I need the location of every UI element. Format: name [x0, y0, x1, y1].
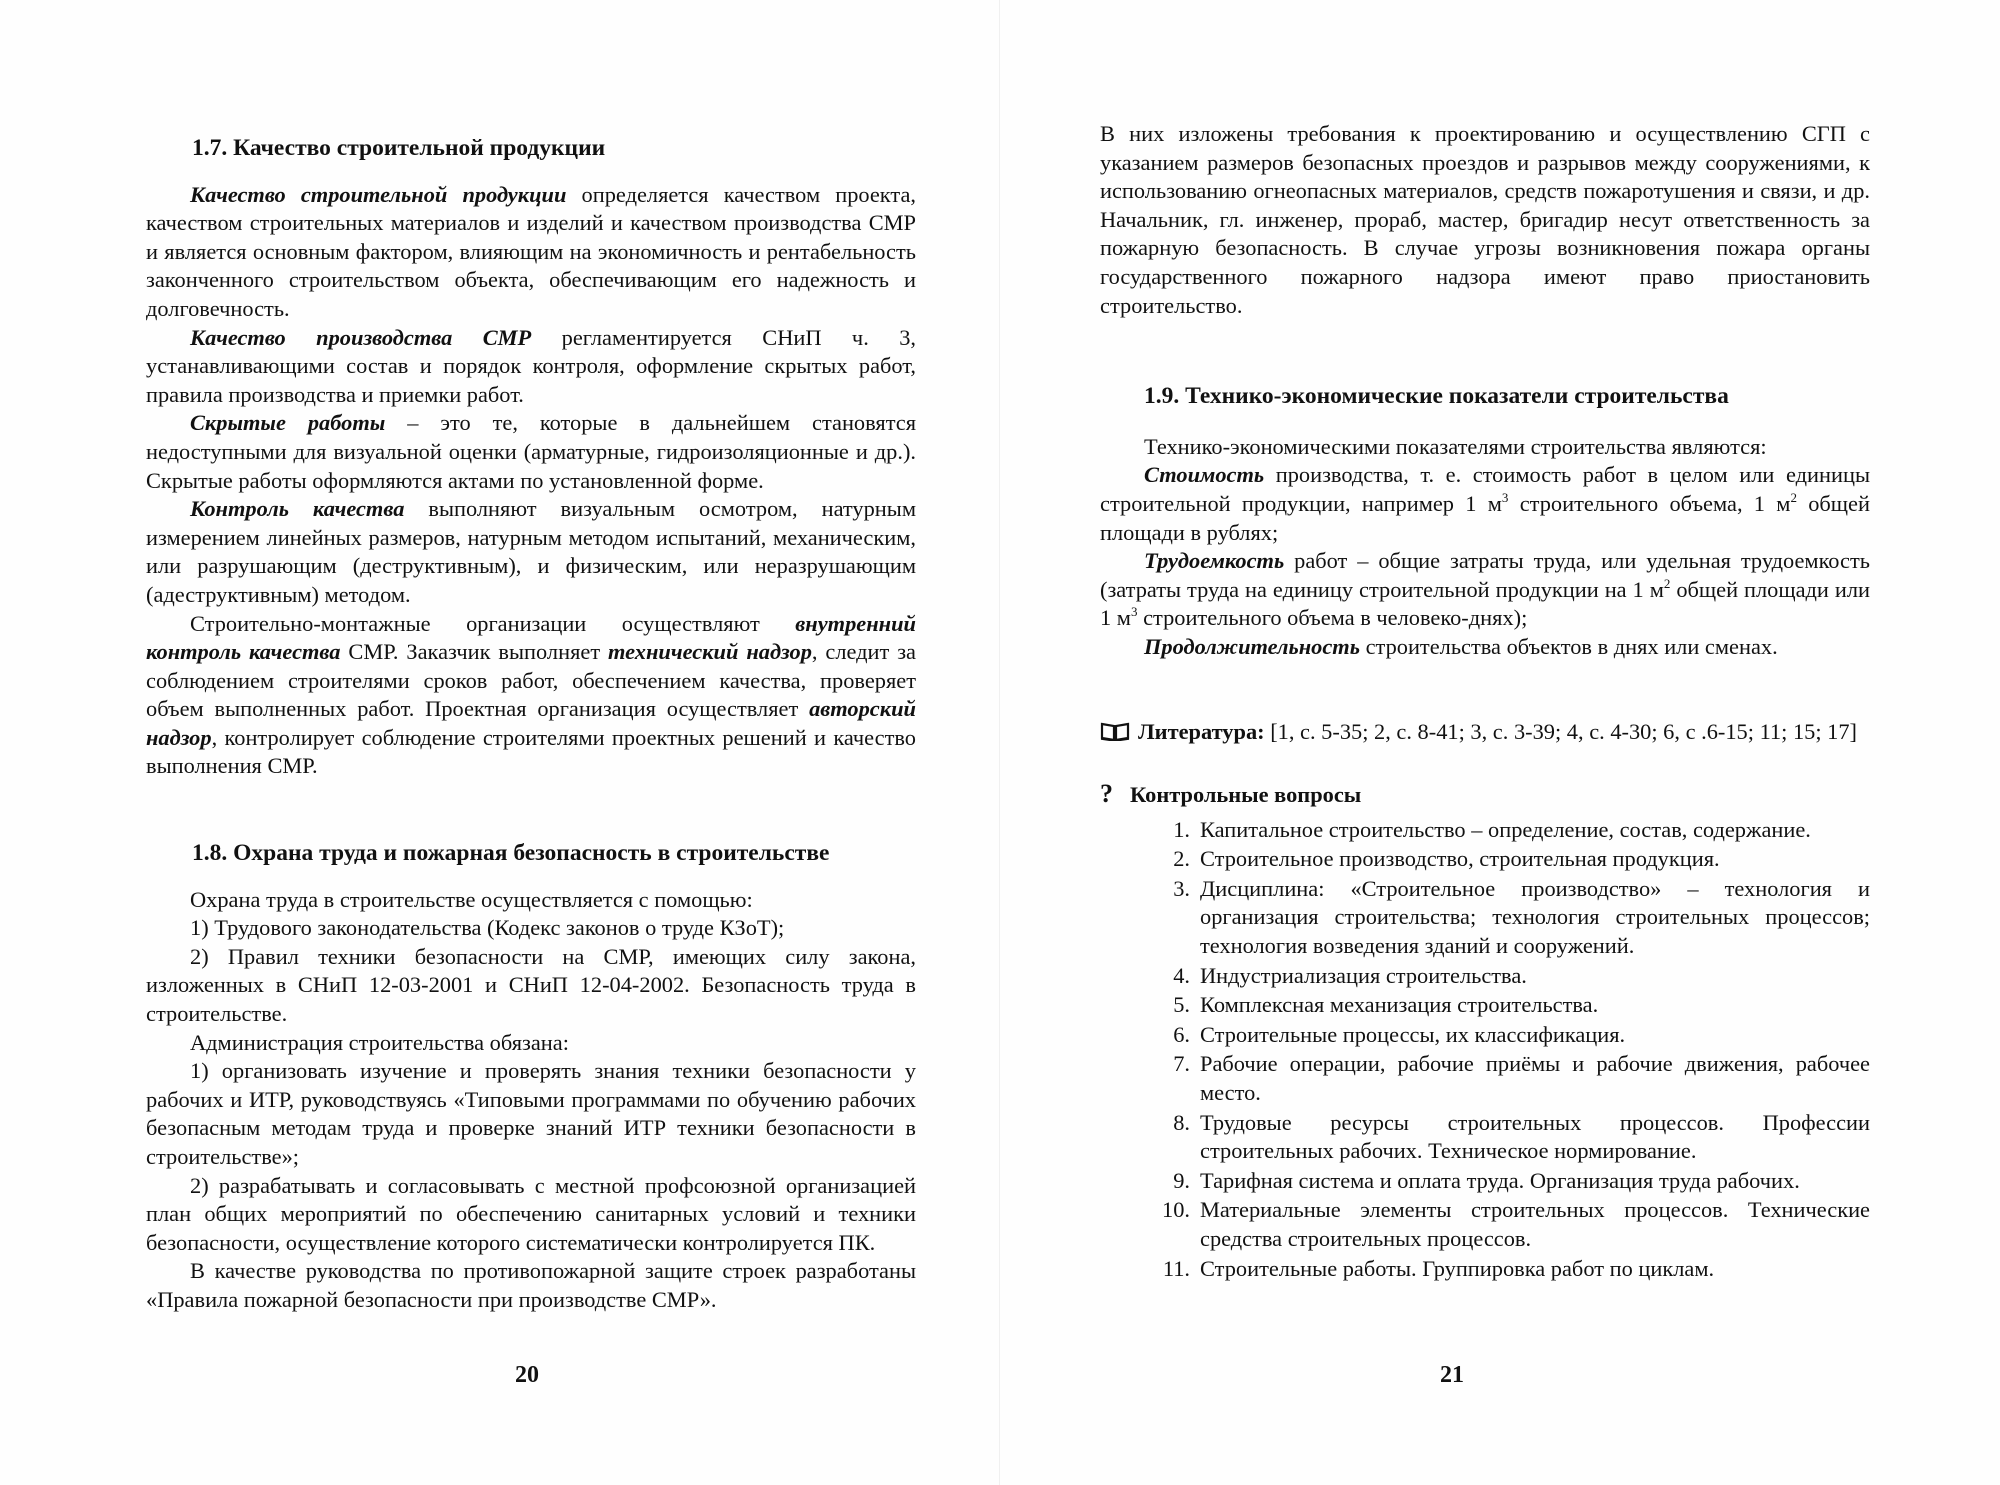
paragraph-duration — [1100, 633, 1870, 662]
question-text: Строительное производство, строительная продукция. — [1200, 846, 1720, 872]
page-right — [1000, 0, 2000, 1485]
question-text: Рабочие операции, рабочие приёмы и рабочие движения, рабочее место. — [1200, 1051, 1870, 1106]
question-number: 6. — [1173, 1021, 1190, 1047]
paragraph-safety-rules: 2) Правил техники безопасности на СМР, имеющих силу закона, изложенных в СНиП 12-03-2001 и СНиП 12-04-2002. Безопасность труда в строительстве. — [146, 943, 916, 1027]
list-item — [1100, 1196, 1870, 1253]
term-hidden-works: Скрытые работы — [190, 410, 386, 436]
question-number: 4. — [1173, 962, 1190, 988]
term-author-supervision: авторский надзор — [146, 696, 916, 750]
question-number: 2. — [1173, 846, 1190, 872]
question-text: Трудовые ресурсы строительных процессов. Профессии строительных рабочих. Техническое нормирование. — [1200, 1109, 1870, 1164]
term-product-quality: Качество строительной продукции — [190, 181, 567, 207]
term-internal-control: внутренний контроль качества — [146, 610, 916, 665]
paragraph-text: – это те, которые в дальнейшем становятся недоступными для визуальной оценки (арматурные, гидроизоляционные и др.). Скрытые работы оформляются актами по установленной форме. — [146, 410, 916, 493]
paragraph-cost — [1100, 461, 1870, 547]
question-text: Капитальное строительство – определение, состав, содержание. — [1200, 816, 1811, 842]
list-item — [1100, 1167, 1870, 1196]
paragraph-quality-definition — [146, 181, 916, 324]
question-text: Тарифная система и оплата труда. Организация труда рабочих. — [1200, 1167, 1800, 1193]
paragraph-text: Строительно-монтажные организации осуществляют — [190, 610, 796, 636]
paragraph-text: , контролирует соблюдение строителями проектных решений и качество выполнения СМР. — [146, 724, 916, 779]
open-book-icon — [1100, 721, 1130, 741]
literature-references — [1100, 718, 1870, 747]
superscript: 3 — [1130, 604, 1138, 620]
paragraph-text: производства, т. е. стоимость работ в целом или единицы строительной продукции, например 1 м — [1100, 462, 1870, 516]
list-item — [1100, 1021, 1870, 1050]
left-text-column — [146, 134, 916, 1315]
superscript: 2 — [1790, 489, 1797, 505]
term-quality-control: Контроль качества — [190, 496, 405, 522]
paragraph-administration-duties: Администрация строительства обязана: — [190, 1029, 569, 1055]
term-technical-supervision: технический надзор — [608, 639, 812, 665]
section-1-9-heading: 1.9. Технико-экономические показатели строительства — [1144, 383, 1729, 410]
question-number: 11. — [1162, 1255, 1190, 1281]
paragraph-text: СМР. Заказчик выполняет — [340, 639, 608, 665]
page-number-left: 20 — [515, 1362, 539, 1388]
paragraph-labor-law: 1) Трудового законодательства (Кодекс законов о труде КЗоТ); — [190, 915, 785, 941]
paragraph-supervision — [146, 610, 916, 782]
term-labor-intensity: Трудоемкость — [1144, 548, 1285, 574]
list-item — [1100, 962, 1870, 991]
paragraph-text: строительного объема, 1 м — [1508, 490, 1791, 516]
literature-label: Литература: — [1138, 718, 1265, 744]
list-item — [1100, 1255, 1870, 1284]
paragraph-continuation: В них изложены требования к проектированию и осуществлению СГП с указанием размеров безопасных проездов и разрывов между сооружениями, к использованию огнеопасных материалов, средств пожаротушения и связи, и др. Начальник, гл. инженер, прораб, мастер, бригадир несут ответственность за пожарную безопасность. В случае угрозы возникновения пожара органы государственного пожарного надзора имеют право приостановить строительство. — [1100, 121, 1870, 318]
paragraph-text: работ – общие затраты труда, или удельная трудоемкость (затраты труда на единицу строительной продукции на 1 м — [1100, 548, 1870, 602]
paragraph-text: строительства объектов в днях или сменах. — [1359, 633, 1778, 659]
paragraph-labor-intensity — [1100, 547, 1870, 633]
question-text: Комплексная механизация строительства. — [1200, 992, 1599, 1018]
paragraph-fire-rules: В качестве руководства по противопожарной защите строек разработаны «Правила пожарной безопасности при производстве СМР». — [146, 1258, 916, 1312]
right-text-column — [1100, 120, 1870, 1284]
question-number: 10. — [1162, 1197, 1190, 1223]
question-text: Дисциплина: «Строительное производство» – технология и организация строительства; технология строительных процессов; технология возведения зданий и сооружений. — [1200, 875, 1870, 959]
paragraph-text: общей площади или 1 м — [1100, 576, 1870, 631]
list-item — [1100, 991, 1870, 1020]
paragraph-production-quality — [146, 324, 916, 410]
paragraph-text: строительного объема в человеко-днях); — [1137, 605, 1528, 631]
term-cost: Стоимость — [1144, 462, 1265, 488]
paragraph-indicators-intro: Технико-экономическими показателями строительства являются: — [1144, 433, 1767, 459]
paragraph-hidden-works — [146, 409, 916, 495]
question-number: 9. — [1173, 1167, 1190, 1193]
question-number: 7. — [1173, 1051, 1190, 1077]
paragraph-duty-1: 1) организовать изучение и проверять знания техники безопасности у рабочих и ИТР, руководствуясь «Типовыми программами по обучению рабочих безопасным методам труда и проверке знаний ИТР техники безопасности в строительстве»; — [146, 1058, 916, 1169]
questions-header — [1100, 780, 1870, 810]
question-text: Индустриализация строительства. — [1200, 962, 1527, 988]
paragraph-labor-protection-intro: Охрана труда в строительстве осуществляется с помощью: — [190, 886, 753, 912]
superscript: 2 — [1663, 575, 1671, 591]
section-1-8-heading: 1.8. Охрана труда и пожарная безопасность в строительстве — [192, 840, 830, 867]
paragraph-text: выполняют визуальным осмотром, натурным измерением линейных размеров, натурным методом испытаний, механическим, или разрушающим (деструктивным), и физическим, или неразрушающим (адеструктивным) методом. — [146, 496, 917, 607]
page-number-right: 21 — [1440, 1362, 1464, 1388]
list-item — [1100, 875, 1870, 961]
superscript: 3 — [1501, 489, 1509, 505]
paragraph-quality-control — [146, 495, 916, 609]
question-number: 1. — [1173, 816, 1190, 842]
question-mark-icon: ? — [1100, 779, 1113, 809]
question-number: 8. — [1173, 1109, 1190, 1135]
literature-list: [1, с. 5-35; 2, с. 8-41; 3, с. 3-39; 4, с. 4-30; 6, с .6-15; 11; 15; 17] — [1264, 718, 1858, 744]
term-duration: Продолжительность — [1144, 633, 1360, 659]
question-text: Материальные элементы строительных процессов. Технические средства строительных процессов. — [1200, 1197, 1870, 1251]
list-item — [1100, 1109, 1870, 1166]
paragraph-text: , следит за соблюдением строителями сроков работ, обеспечением качества, проверяет объем выполненных работ. Проектная организация осуществляет — [146, 639, 916, 722]
questions-title: Контрольные вопросы — [1130, 782, 1362, 808]
question-number: 3. — [1173, 875, 1190, 901]
paragraph-text: общей площади в рублях; — [1100, 490, 1870, 545]
paragraph-text: регламентируется СНиП ч. 3, устанавливающими состав и порядок контроля, оформление скрытых работ, правила производства и приемки работ. — [146, 324, 917, 407]
term-smr-quality: Качество производства СМР — [190, 324, 532, 350]
paragraph-text: определяется качеством проекта, качеством строительных материалов и изделий и качеством производства СМР и является основным фактором, влияющим на экономичность и рентабельность законченного строительством объекта, обеспечивающим его надежность и долговечность. — [146, 181, 916, 321]
question-number: 5. — [1173, 992, 1190, 1018]
questions-list — [1100, 816, 1870, 1284]
question-text: Строительные работы. Группировка работ по циклам. — [1200, 1255, 1715, 1281]
list-item — [1100, 1050, 1870, 1107]
question-text: Строительные процессы, их классификация. — [1200, 1021, 1626, 1047]
paragraph-duty-2: 2) разрабатывать и согласовывать с местной профсоюзной организацией план общих мероприятий по обеспечению санитарных условий и техники безопасности, осуществление которого систематически контролируется ПК. — [146, 1172, 916, 1255]
list-item — [1100, 816, 1870, 845]
section-1-7-heading: 1.7. Качество строительной продукции — [192, 135, 606, 161]
list-item — [1100, 845, 1870, 874]
